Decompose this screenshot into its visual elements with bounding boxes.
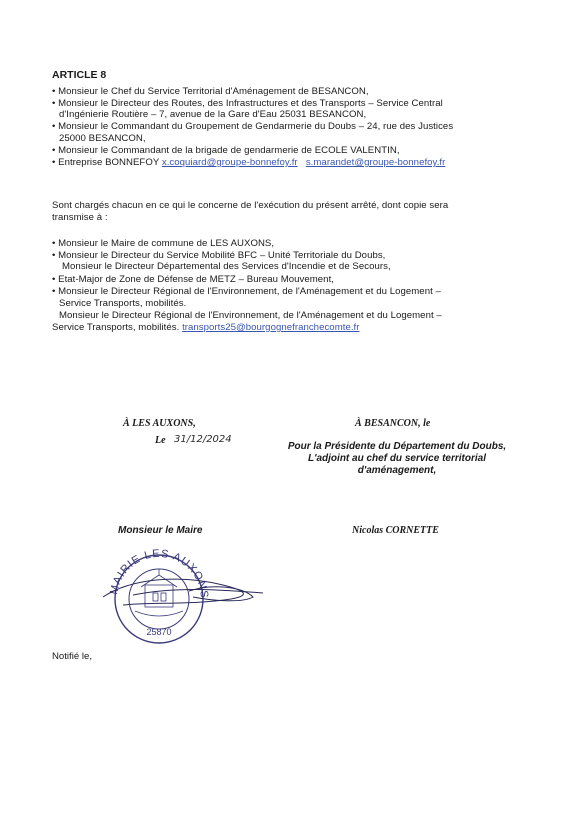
authority-line: L'adjoint au chef du service territorial: [308, 453, 486, 464]
copy-recipient-label: Service Transports, mobilités.: [52, 322, 180, 333]
charged-paragraph-line: transmise à :: [52, 212, 108, 223]
signatory-left: Monsieur le Maire: [118, 525, 203, 536]
copy-recipient-line: Monsieur le Directeur Départemental des Services d'Incendie et de Secours,: [62, 261, 391, 272]
copy-recipient-line: • Etat-Major de Zone de Défense de METZ – Bureau Mouvement,: [52, 274, 334, 285]
copy-recipient-line: • Monsieur le Maire de commune de LES AUXONS,: [52, 238, 275, 249]
signature-authority-right: [282, 441, 512, 477]
recipient-line: • Monsieur le Commandant du Groupement de Gendarmerie du Doubs – 24, rue des Justices: [52, 121, 454, 132]
charged-paragraph-line: Sont chargés chacun en ce qui le concerne de l'exécution du présent arrêté, dont copie sera: [52, 200, 449, 211]
recipient-line: d'Ingénierie Routière – 7, avenue de la Gare d'Eau 25031 BESANCON,: [59, 109, 367, 120]
copy-recipient-line: Monsieur le Directeur Régional de l'Environnement, de l'Aménagement et du Logement –: [59, 310, 442, 321]
copy-recipient-last-line: [52, 322, 360, 333]
email-link-coquiard[interactable]: x.coquiard@groupe-bonnefoy.fr: [161, 157, 298, 168]
copy-recipient-line: • Monsieur le Directeur Régional de l'Environnement, de l'Aménagement et du Logement –: [52, 286, 441, 297]
signatory-right: Nicolas CORNETTE: [352, 525, 439, 536]
signature-date-left: [155, 430, 232, 448]
stamp-top-text: MAIRIE LES AUXONS: [108, 547, 211, 600]
copy-recipient-line: • Monsieur le Directeur du Service Mobilité BFC – Unité Territoriale du Doubs,: [52, 250, 386, 261]
date-prefix: Le: [155, 435, 166, 446]
stamp-bottom-text: 25870: [146, 627, 172, 637]
signature-place-right: À BESANCON, le: [355, 418, 431, 429]
company-line: [52, 157, 445, 168]
authority-line: Pour la Présidente du Département du Doubs,: [287, 441, 507, 452]
company-label: • Entreprise BONNEFOY: [52, 157, 160, 168]
mairie-stamp-icon: [93, 547, 273, 647]
signature-place-left: À LES AUXONS,: [123, 418, 196, 429]
copy-recipient-line: Service Transports, mobilités.: [59, 298, 187, 309]
email-link-transports[interactable]: transports25@bourgognefranchecomte.fr: [182, 322, 360, 333]
article-title: ARTICLE 8: [52, 69, 107, 81]
recipient-line: • Monsieur le Directeur des Routes, des Infrastructures et des Transports – Service Central: [52, 98, 443, 109]
notified-label: Notifié le,: [52, 651, 92, 662]
authority-line: d'aménagement,: [357, 465, 437, 476]
recipient-line: • Monsieur le Chef du Service Territorial d'Aménagement de BESANCON,: [52, 86, 369, 97]
recipient-line: 25000 BESANCON,: [59, 133, 146, 144]
email-link-marandet[interactable]: s.marandet@groupe-bonnefoy.fr: [305, 157, 446, 168]
handwritten-date: 31/12/2024: [174, 434, 232, 445]
recipient-line: • Monsieur le Commandant de la brigade de gendarmerie de ECOLE VALENTIN,: [52, 145, 400, 156]
